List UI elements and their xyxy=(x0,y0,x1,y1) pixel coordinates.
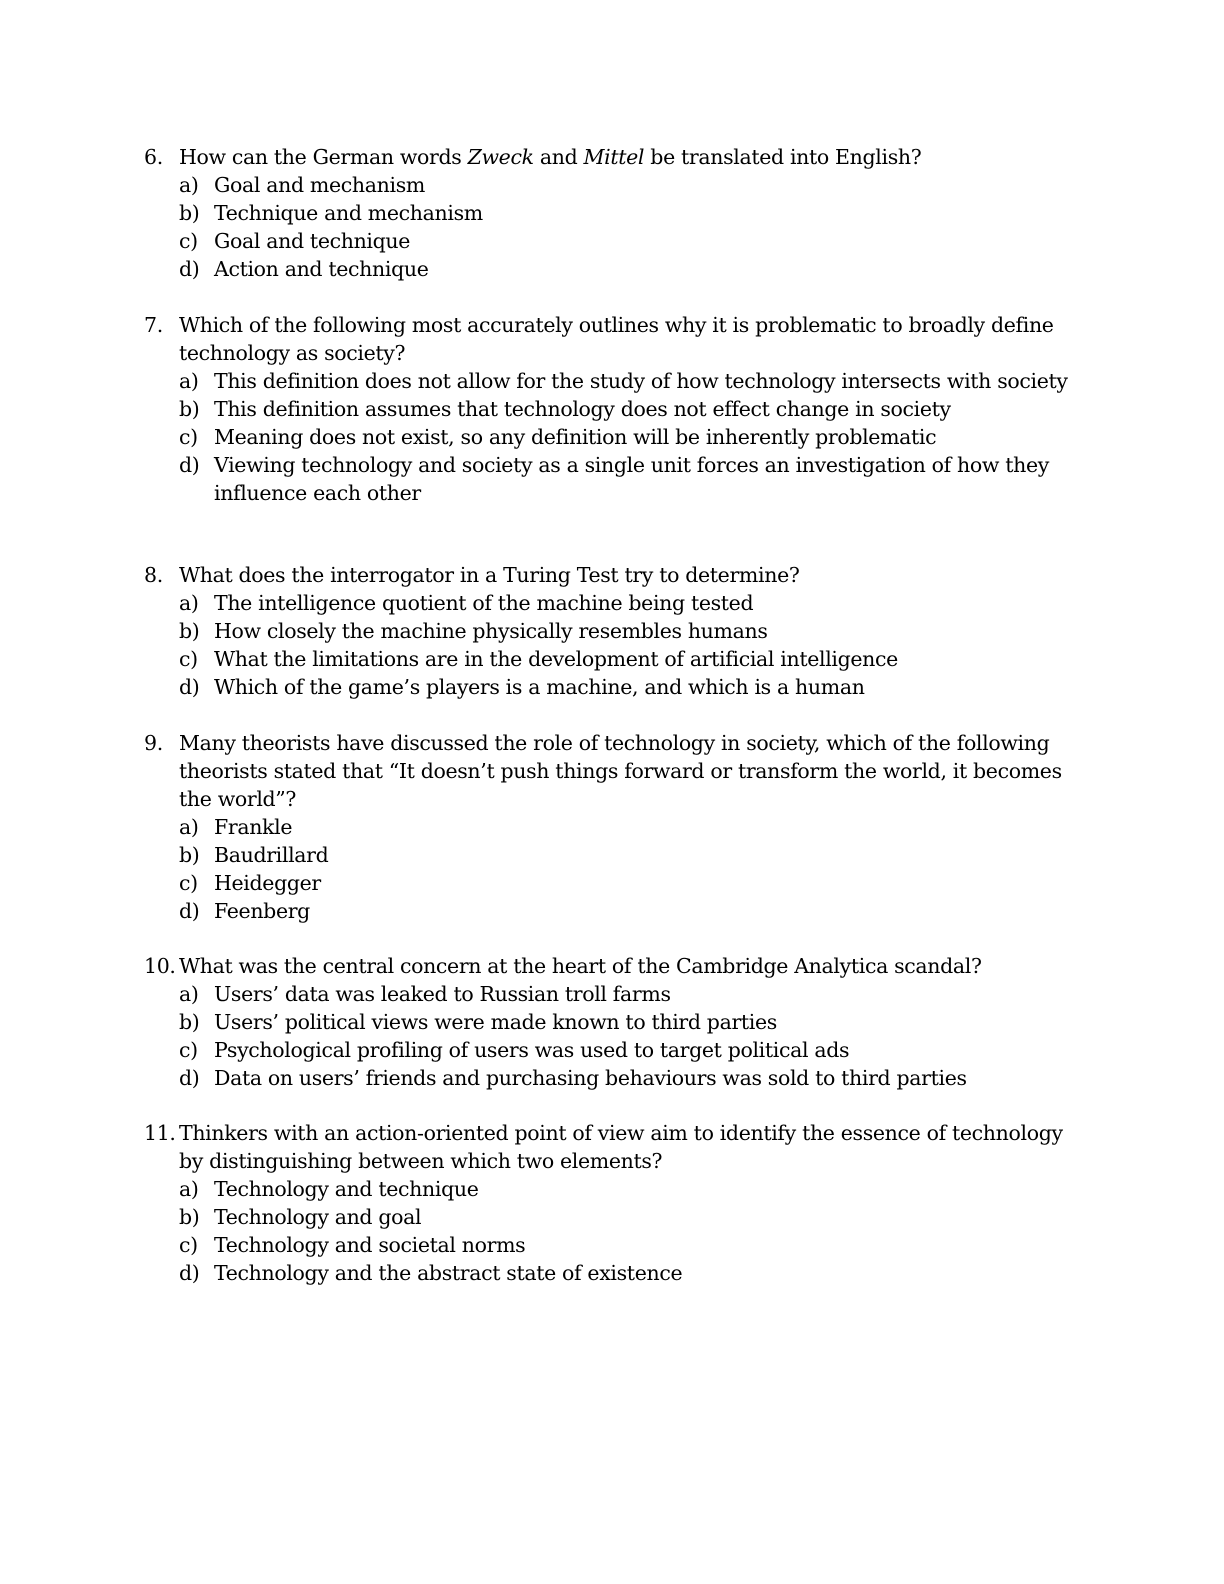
option-letter: d) xyxy=(179,1066,200,1090)
option-letter: c) xyxy=(179,425,198,449)
option-text: What the limitations are in the development of artificial intelligence xyxy=(214,647,898,671)
answer-option xyxy=(144,897,1080,925)
option-letter: d) xyxy=(179,1261,200,1285)
stem-text: What does the interrogator in a Turing Test try to determine? xyxy=(179,563,800,587)
answer-option xyxy=(144,869,1080,897)
option-letter: a) xyxy=(179,815,199,839)
option-text: Meaning does not exist, so any definition will be inherently problematic xyxy=(214,425,937,449)
option-text: Data on users’ friends and purchasing behaviours was sold to third parties xyxy=(214,1066,967,1090)
answer-option xyxy=(144,1036,1080,1064)
option-letter: c) xyxy=(179,871,198,895)
answer-option xyxy=(144,227,1080,255)
option-letter: a) xyxy=(179,982,199,1006)
question-7 xyxy=(144,311,1080,507)
option-letter: b) xyxy=(179,1010,200,1034)
option-text: How closely the machine physically resembles humans xyxy=(214,619,768,643)
option-letter: d) xyxy=(179,675,200,699)
option-letter: a) xyxy=(179,1177,199,1201)
question-stem xyxy=(144,311,1080,367)
option-letter: a) xyxy=(179,591,199,615)
option-letter: c) xyxy=(179,229,198,253)
answer-option xyxy=(144,1203,1080,1231)
question-stem xyxy=(144,1119,1080,1175)
answer-option xyxy=(144,395,1080,423)
answer-option xyxy=(144,1175,1080,1203)
option-letter: c) xyxy=(179,1038,198,1062)
option-letter: d) xyxy=(179,899,200,923)
answer-option xyxy=(144,813,1080,841)
answer-option xyxy=(144,1064,1080,1092)
option-text: Frankle xyxy=(214,815,293,839)
stem-text: and xyxy=(533,145,584,169)
option-text: Technology and technique xyxy=(214,1177,479,1201)
answer-option xyxy=(144,841,1080,869)
stem-italic-term: Zweck xyxy=(467,145,534,169)
question-number: 8. xyxy=(144,563,163,587)
answer-option xyxy=(144,673,1080,701)
answer-option xyxy=(144,1259,1080,1287)
option-text: Action and technique xyxy=(214,257,429,281)
stem-italic-term: Mittel xyxy=(583,145,645,169)
option-letter: d) xyxy=(179,257,200,281)
question-number: 9. xyxy=(144,731,163,755)
question-number: 7. xyxy=(144,313,163,337)
answer-option xyxy=(144,255,1080,283)
question-6 xyxy=(144,143,1080,283)
option-text: Which of the game’s players is a machine, and which is a human xyxy=(214,675,865,699)
answer-option xyxy=(144,980,1080,1008)
option-text: Psychological profiling of users was used to target political ads xyxy=(214,1038,850,1062)
stem-text: Which of the following most accurately outlines why it is problematic to broadly define technology as society? xyxy=(179,313,1054,365)
option-letter: c) xyxy=(179,647,198,671)
option-text: The intelligence quotient of the machine being tested xyxy=(214,591,754,615)
question-8 xyxy=(144,561,1080,701)
option-letter: b) xyxy=(179,619,200,643)
question-stem xyxy=(144,952,1080,980)
answer-option xyxy=(144,171,1080,199)
answer-option xyxy=(144,367,1080,395)
option-text: Users’ data was leaked to Russian troll farms xyxy=(214,982,671,1006)
option-letter: b) xyxy=(179,843,200,867)
answer-option xyxy=(144,199,1080,227)
option-letter: b) xyxy=(179,397,200,421)
option-letter: b) xyxy=(179,201,200,225)
option-text: Baudrillard xyxy=(214,843,329,867)
option-text: Technology and the abstract state of existence xyxy=(214,1261,683,1285)
answer-option xyxy=(144,617,1080,645)
option-text: This definition assumes that technology does not effect change in society xyxy=(214,397,951,421)
question-number: 10. xyxy=(144,954,176,978)
option-text: Users’ political views were made known to third parties xyxy=(214,1010,777,1034)
option-text: Technology and societal norms xyxy=(214,1233,526,1257)
option-text: Goal and technique xyxy=(214,229,411,253)
option-letter: a) xyxy=(179,173,199,197)
question-stem xyxy=(144,729,1080,813)
option-text: Technique and mechanism xyxy=(214,201,483,225)
option-text: Heidegger xyxy=(214,871,321,895)
answer-option xyxy=(144,451,1080,507)
option-text: Goal and mechanism xyxy=(214,173,425,197)
stem-text: Many theorists have discussed the role of technology in society, which of the following theorists stated that “It doesn’t push things forward or transform the world, it becomes the world”? xyxy=(179,731,1062,811)
option-text: Viewing technology and society as a single unit forces an investigation of how they influence each other xyxy=(214,453,1050,505)
question-9 xyxy=(144,729,1080,925)
question-number: 11. xyxy=(144,1121,176,1145)
stem-text: What was the central concern at the heart of the Cambridge Analytica scandal? xyxy=(179,954,982,978)
answer-option xyxy=(144,423,1080,451)
stem-text: be translated into English? xyxy=(644,145,922,169)
answer-option xyxy=(144,589,1080,617)
option-text: Technology and goal xyxy=(214,1205,422,1229)
question-stem xyxy=(144,561,1080,589)
question-number: 6. xyxy=(144,145,163,169)
question-stem xyxy=(144,143,1080,171)
stem-text: How can the German words xyxy=(179,145,468,169)
answer-option xyxy=(144,645,1080,673)
option-letter: a) xyxy=(179,369,199,393)
answer-option xyxy=(144,1231,1080,1259)
option-letter: d) xyxy=(179,453,200,477)
option-letter: c) xyxy=(179,1233,198,1257)
option-letter: b) xyxy=(179,1205,200,1229)
option-text: Feenberg xyxy=(214,899,310,923)
stem-text: Thinkers with an action-oriented point of view aim to identify the essence of technology by distinguishing between which two elements? xyxy=(179,1121,1063,1173)
question-11 xyxy=(144,1119,1080,1287)
question-10 xyxy=(144,952,1080,1092)
answer-option xyxy=(144,1008,1080,1036)
option-text: This definition does not allow for the study of how technology intersects with society xyxy=(214,369,1068,393)
